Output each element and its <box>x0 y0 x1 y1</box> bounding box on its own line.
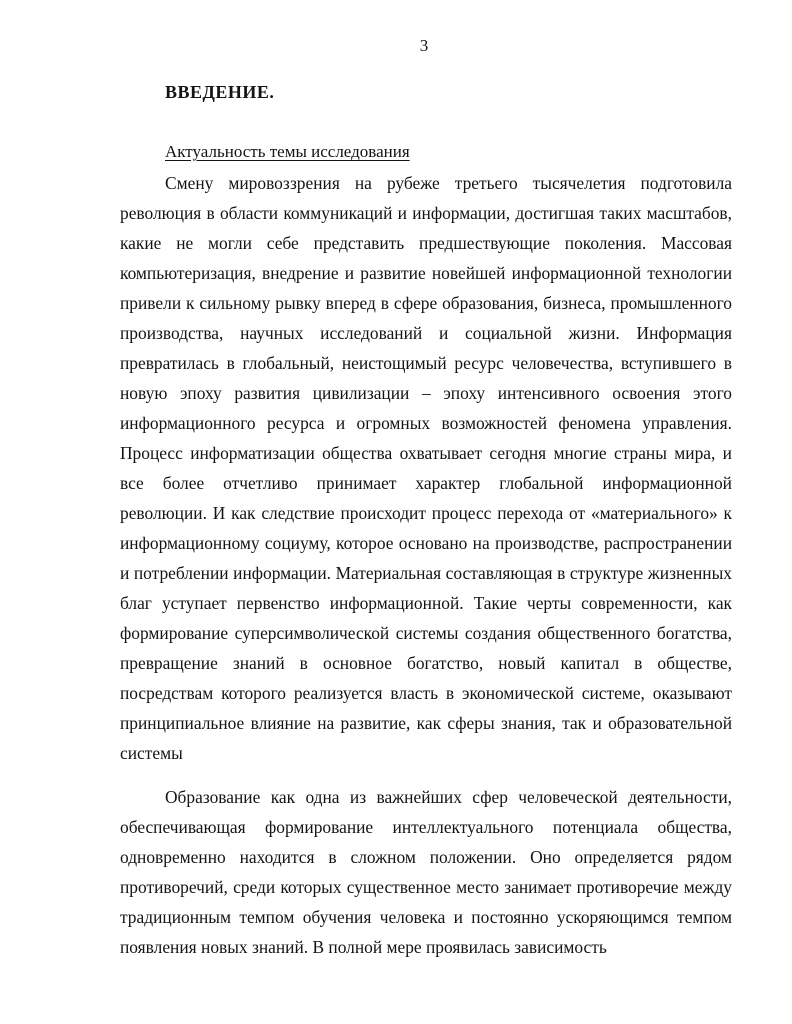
subsection-heading: Актуальность темы исследования <box>165 142 410 161</box>
paragraph: Смену мировоззрения на рубеже третьего тысячелетия подготовила революция в области коммуникаций и информации, достигшая таких масштабов, какие не могли себе представить предшествующие поколения. Массовая компьютеризация, внедрение и развитие новейшей информационной технологии привели к сильному рывку вперед в сфере образования, бизнеса, промышленного производства, научных исследований и социальной жизни. Информация превратилась в глобальный, неистощимый ресурс человечества, вступившего в новую эпоху развития цивилизации – эпоху интенсивного освоения этого информационного ресурса и огромных возможностей феномена управления. Процесс информатизации общества охватывает сегодня многие страны мира, и все более отчетливо принимает характер глобальной информационной революции. И как следствие происходит процесс перехода от «материального» к информационному социуму, которое основано на производстве, распространении и потреблении информации. Материальная составляющая в структуре жизненных благ уступает первенство информационной. Такие черты современности, как формирование суперсимволической системы создания общественного богатства, превращение знаний в основное богатство, новый капитал в обществе, посредствам которого реализуется власть в экономической системе, оказывают принципиальное влияние на развитие, как сферы знания, так и образовательной системы <box>120 173 732 763</box>
page-number: 3 <box>419 36 429 55</box>
body-text <box>120 168 732 962</box>
paragraph: Образование как одна из важнейших сфер человеческой деятельности, обеспечивающая формирование интеллектуального потенциала общества, одновременно находится в сложном положении. Оно определяется рядом противоречий, среди которых существенное место занимает противоречие между традиционным темпом обучения человека и постоянно ускоряющимся темпом появления новых знаний. В полной мере проявилась зависимость <box>120 787 732 957</box>
section-heading: ВВЕДЕНИЕ. <box>165 82 275 102</box>
